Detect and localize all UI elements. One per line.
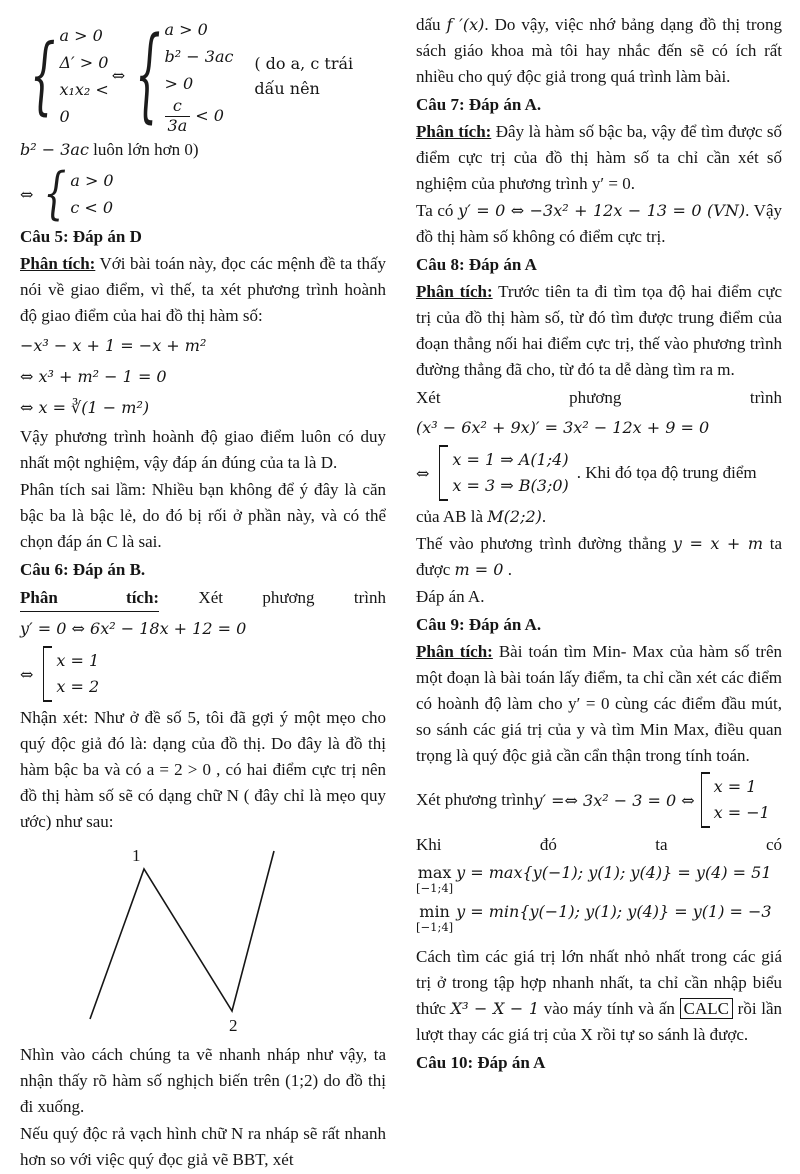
n-shape-graph: [82, 841, 386, 1038]
equation-system-1: [30, 16, 386, 135]
analysis-paragraph: Phân tích: Bài toán tìm Min- Max của hàm số trên một đoạn là bài toán lấy điểm, ta chỉ cần xét các điểm có hoành độ làm cho y′ = 0 cùng các điểm đầu mút, so sánh các giá trị của y và tìm Min Max, điều quan trọng là quý độc giả cần cẩn thận trong tính toán.: [416, 642, 782, 765]
paragraph: Nhận xét: Như ở đề số 5, tôi đã gợi ý một mẹo cho quý độc giả đó là: dạng của đồ thị. Do đây là đồ thị hàm bậc ba và có a = 2 > 0 , có hai điểm cực trị nên đồ thị hàm số sẽ có dạng chữ N ( đây chỉ là mẹo quy ước) như sau:: [20, 708, 386, 831]
equation: −x³ − x + 1 = −x + m²: [20, 336, 207, 355]
question-10-heading: Câu 10: Đáp án A: [416, 1052, 546, 1072]
note-continued: b² − 3ac luôn lớn hơn 0): [20, 140, 199, 159]
case-line: x = 1 ⇒ A(1;4): [452, 450, 569, 469]
equation: y′ =⇔ 3x² − 3 = 0 ⇔: [533, 790, 695, 810]
question-8-heading: Câu 8: Đáp án A: [416, 255, 537, 274]
analysis-label: Phân tích:: [416, 642, 493, 661]
right-column: [416, 12, 782, 1174]
case-line: x = 1: [56, 651, 100, 670]
graph-label-1: 1: [132, 846, 141, 865]
n-shape-sketch: [82, 841, 302, 1033]
equation: y′ = 0 ⇔ 6x² − 18x + 12 = 0: [20, 619, 247, 638]
min-equation: [416, 904, 782, 933]
analysis-paragraph: Phân tích: Đây là hàm số bậc ba, vậy để tìm được số điểm cực trị của đồ thị hàm số ta chỉ cần xét số nghiệm của phương trình y′ = 0.: [416, 122, 782, 193]
equation: ⇔ x³ + m² − 1 = 0: [20, 367, 167, 386]
calc-key-box: CALC: [680, 998, 733, 1019]
system-1-left-conditions: [59, 22, 109, 130]
question-9-heading: Câu 9: Đáp án A.: [416, 615, 542, 634]
analysis-label: Phân tích:: [416, 122, 492, 141]
condition-line-fraction: [165, 97, 245, 135]
paragraph: Thế vào phương trình đường thẳng y = x + m ta được m = 0 .: [416, 534, 782, 579]
spread-line: Khi đó ta có: [416, 835, 782, 854]
case-line: x = 3 ⇒ B(3;0): [452, 476, 569, 495]
paragraph: Ta có y′ = 0 ⇔ −3x² + 12x − 13 = 0 (VN). Vậy đồ thị hàm số không có điểm cực trị.: [416, 201, 783, 246]
inline-note: ( do a, c trái dấu nên: [254, 53, 354, 98]
paragraph: Cách tìm các giá trị lớn nhất nhỏ nhất trong các giá trị ở trong tập hợp nhanh nhất, ta chỉ cần nhập biểu thức X³ − X − 1 vào máy tính và ấn CALC rồi lần lượt thay các giá trị của X rồi tự so sánh là được.: [416, 946, 783, 1044]
equivalence-arrow: ⇔: [111, 66, 126, 85]
case-line: x = −1: [713, 803, 770, 822]
analysis-label: Phân tích:: [416, 282, 493, 301]
paragraph: Nhìn vào cách chúng ta vẽ nhanh nháp như vậy, ta nhận thấy rõ hàm số nghịch biến trên (1;2) do đồ thị đi xuống.: [20, 1045, 386, 1116]
condition-line: a > 0: [70, 171, 114, 190]
case-system: [20, 646, 386, 702]
max-operator: max [−1;4]: [416, 863, 454, 895]
min-operator: min [−1;4]: [416, 902, 454, 935]
bracket-cases: [701, 772, 770, 828]
analysis-spread-line: Phân tích: Xét phương trình: [20, 584, 386, 612]
fraction-comparison: < 0: [195, 106, 224, 125]
equivalence-arrow: ⇔: [20, 184, 34, 204]
case-tail-text: . Khi đó tọa độ trung điểm: [576, 463, 757, 482]
equation-system-2: [20, 162, 386, 226]
bracket-cases: [43, 646, 99, 702]
equivalence-arrow: ⇔: [416, 463, 430, 483]
condition-line: Δ′ > 0: [59, 52, 109, 72]
question-5-heading: Câu 5: Đáp án D: [20, 227, 142, 246]
fraction: $\frac{c}{3a}$: [165, 97, 191, 135]
paragraph: Vậy phương trình hoành độ giao điểm luôn có duy nhất một nghiệm, vậy đáp án đúng của ta là D.: [20, 427, 386, 472]
max-equation: [416, 865, 782, 894]
left-brace: {: [30, 27, 56, 124]
graph-label-2: 2: [229, 1016, 238, 1033]
left-brace: {: [135, 16, 161, 135]
case-line: x = 2: [56, 677, 100, 696]
paragraph: Phân tích sai lầm: Nhiều bạn không để ý đây là căn bậc ba là bậc lẻ, do đó bị rối ở phần này, và có thể chọn đáp án C là sai.: [20, 480, 386, 551]
condition-line: a > 0: [59, 25, 103, 45]
question-7-heading: Câu 7: Đáp án A.: [416, 95, 542, 114]
paragraph: Nếu quý độc rả vạch hình chữ N ra nháp sẽ rất nhanh hơn so với việc quý đọc giả vẽ BBT, xét: [20, 1124, 386, 1169]
condition-line: b² − 3ac > 0: [164, 47, 234, 93]
spread-line: Xét phương trình: [416, 388, 782, 407]
paragraph: của AB là M(2;2).: [416, 507, 547, 526]
case-system: [416, 445, 782, 501]
equivalence-arrow: ⇔: [20, 664, 34, 684]
bracket-cases: [439, 445, 568, 501]
paragraph: dấu f ′(x). Do vậy, việc nhớ bảng dạng đồ thị trong sách giáo khoa mà tôi hay nhắc đến sẽ có ích rất nhiều cho quý độc giả trong quá trình làm bài.: [416, 15, 783, 86]
left-brace: {: [43, 162, 67, 226]
condition-line: x₁x₂ < 0: [59, 79, 109, 126]
left-column: [20, 12, 386, 1174]
n-curve: [90, 851, 274, 1019]
condition-line: a > 0: [164, 20, 208, 39]
case-line: x = 1: [713, 777, 757, 796]
equation: (x³ − 6x² + 9x)′ = 3x² − 12x + 9 = 0: [416, 418, 710, 437]
analysis-label: Phân tích:: [20, 584, 159, 612]
system-1-right-conditions: [165, 16, 245, 135]
equation: ⇔ x = ∛(1 − m²): [20, 398, 150, 417]
case-system: [416, 772, 782, 828]
max-expression: y = max{y(−1); y(1); y(4)} = y(4) = 51: [456, 863, 772, 882]
equation-intro: Xét phương trình: [416, 790, 534, 809]
condition-line: c < 0: [70, 198, 114, 217]
question-6-heading: Câu 6: Đáp án B.: [20, 560, 146, 579]
analysis-paragraph: Phân tích: Với bài toán này, đọc các mệnh đề ta thấy nói về giao điểm, vì thế, ta xét phương trình hoành độ giao điểm của hai đồ thị hàm số:: [20, 254, 386, 325]
analysis-label: Phân tích:: [20, 254, 96, 273]
analysis-paragraph: Phân tích: Trước tiên ta đi tìm tọa độ hai điểm cực trị của đồ thị hàm số, từ đó tìm được trung điểm của đoạn thẳng nối hai điểm cực trị, thế vào phương trình đường thẳng đã cho, từ đó ta dễ dàng tìm ra m.: [416, 282, 782, 379]
min-expression: y = min{y(−1); y(1); y(4)} = y(1) = −3: [456, 902, 772, 922]
paragraph: Đáp án A.: [416, 587, 485, 606]
